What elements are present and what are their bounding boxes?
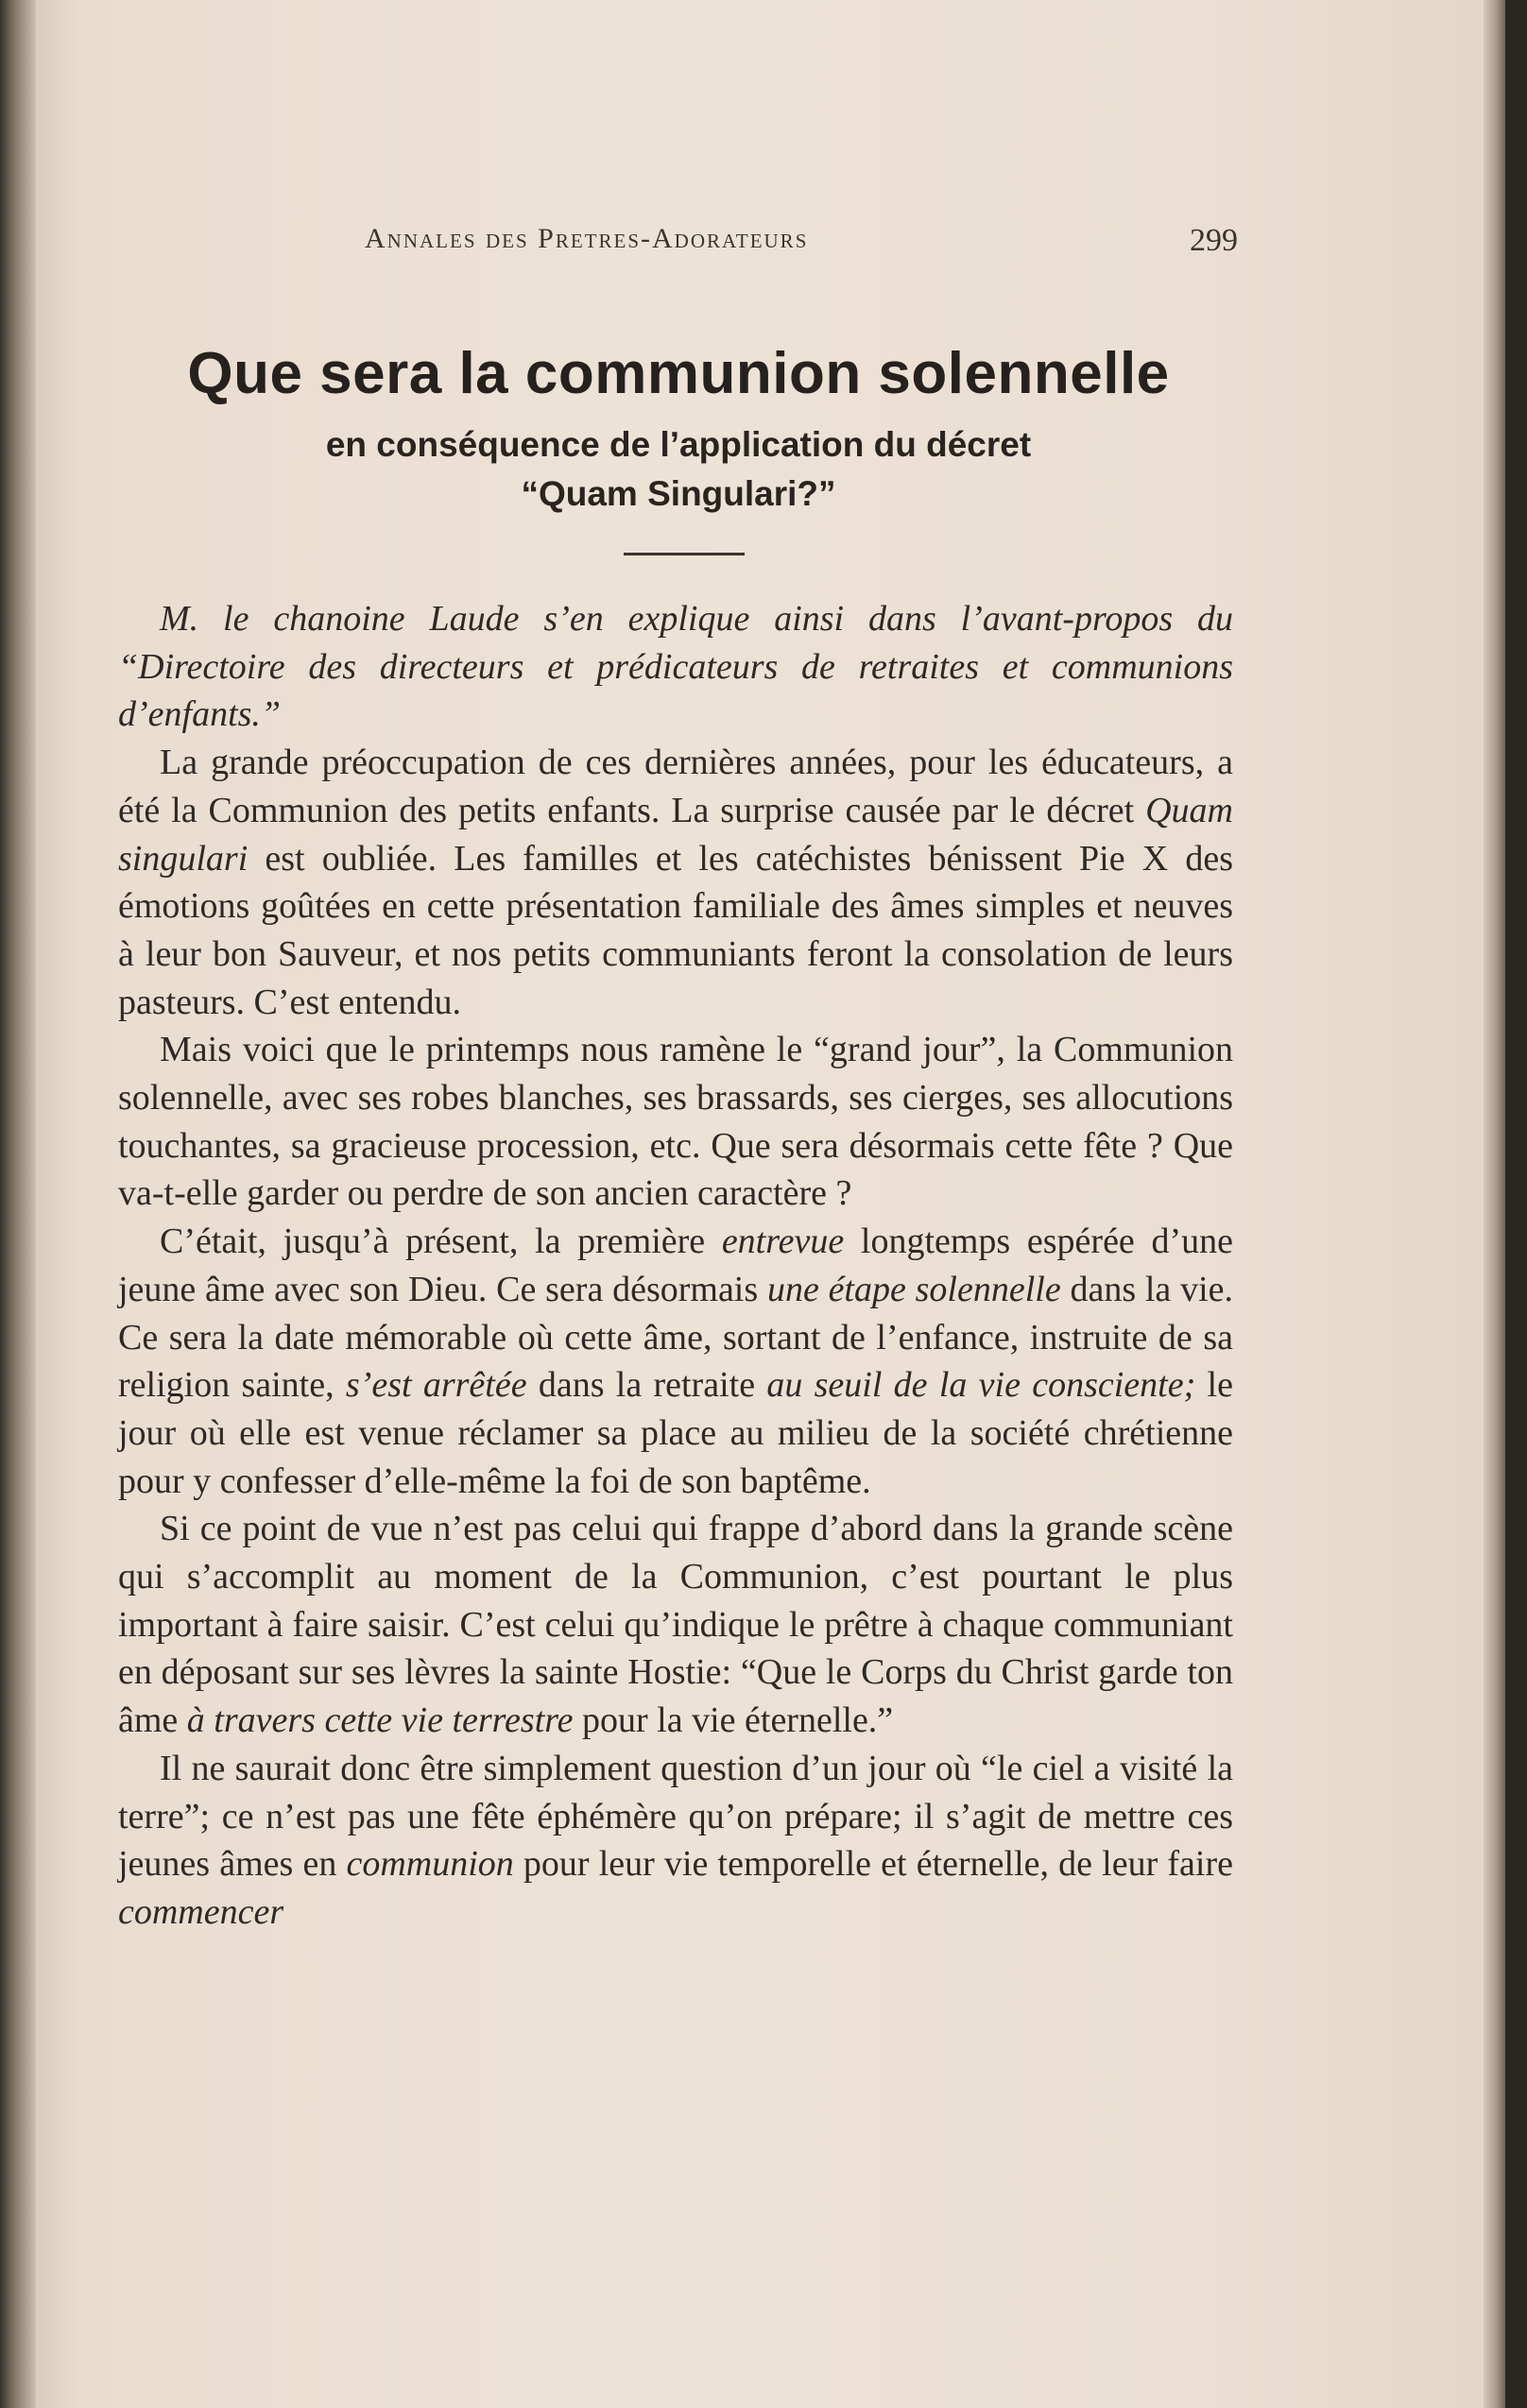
italic-text: Quam singulari — [118, 790, 1233, 879]
text-run: pour leur vie temporelle et éternelle, de leur faire — [513, 1844, 1233, 1885]
text-run: longtemps espérée d’une jeune âme avec son Dieu. Ce sera désormais — [118, 1221, 1233, 1309]
text-run: C’était, jusqu’à présent, la première — [160, 1221, 722, 1262]
italic-text: au seuil de la vie consciente; — [766, 1365, 1196, 1406]
article-title: Que sera la communion solennelle — [187, 341, 1170, 406]
body-paragraph — [118, 1505, 1233, 1745]
italic-text: s’est arrêtée — [345, 1365, 527, 1406]
page-edge — [1484, 0, 1505, 2408]
text-run: La grande préoccupation de ces dernières années, pour les éducateurs, a été la Communion des petits enfants. La surprise causée par le décret — [118, 743, 1233, 830]
article-subtitle-line2: “Quam Singulari?” — [521, 474, 836, 513]
italic-text: M. le chanoine Laude s’en explique ainsi dans l’avant-propos du “Directoire des directeurs et prédicateurs de retraites et communions d’enfants.” — [118, 599, 1233, 735]
text-run: le jour où elle est venue réclamer sa place au milieu de la société chrétienne pour y confesser d’elle-même la foi de son baptême. — [118, 1365, 1233, 1501]
text-run: pour la vie éternelle.” — [573, 1700, 894, 1741]
article-body — [118, 595, 1233, 1937]
title-divider — [624, 553, 745, 555]
article-subtitle-line1: en conséquence de l’application du décret — [325, 425, 1032, 464]
page-number: 299 — [1190, 223, 1238, 258]
text-run: dans la vie. Ce sera la date mémorable où cette âme, sortant de l’enfance, instruite de sa religion sainte, — [118, 1269, 1233, 1406]
italic-text: entrevue — [721, 1221, 845, 1262]
italic-text: une étape solennelle — [766, 1269, 1061, 1309]
body-paragraph — [118, 1745, 1233, 1937]
body-paragraph — [118, 1026, 1233, 1218]
body-paragraph — [118, 1218, 1233, 1505]
body-paragraph — [118, 739, 1233, 1026]
text-run: Il ne saurait donc être simplement question d’un jour où “le ciel a visité la terre”; ce n’est pas une fête éphémère qu’on prépare; il s’agit de mettre ces jeunes âmes en — [118, 1748, 1233, 1885]
italic-text: à travers cette vie terrestre — [186, 1700, 574, 1741]
text-run: dans la retraite — [526, 1365, 767, 1406]
text-run: est oubliée. Les familles et les catéchistes bénissent Pie X des émotions goûtées en cette présentation familiale des âmes simples et neuves à leur bon Sauveur, et nos petits communiants feront la consolation de leurs pasteurs. C’est entendu. — [118, 838, 1233, 1022]
italic-text: commencer — [118, 1891, 284, 1932]
book-gutter — [0, 0, 36, 2408]
body-paragraph — [118, 595, 1233, 739]
text-run: Si ce point de vue n’est pas celui qui frappe d’abord dans la grande scène qui s’accomplit au moment de la Communion, c’est pourtant le plus important à faire saisir. C’est celui qu’indique le prêtre à chaque communiant en déposant sur ses lèvres la sainte Hostie: “Que le Corps du Christ garde ton âme — [118, 1509, 1233, 1741]
italic-text: communion — [346, 1844, 514, 1885]
text-run: Mais voici que le printemps nous ramène le “grand jour”, la Communion solennelle, avec ses robes blanches, ses brassards, ses cierges, ses allocutions touchantes, sa gracieuse procession, etc. Que sera désormais cette fête ? Que va-t-elle garder ou perdre de son ancien caractère ? — [118, 1030, 1233, 1214]
running-header: Annales des Pretres-Adorateurs — [365, 223, 809, 254]
